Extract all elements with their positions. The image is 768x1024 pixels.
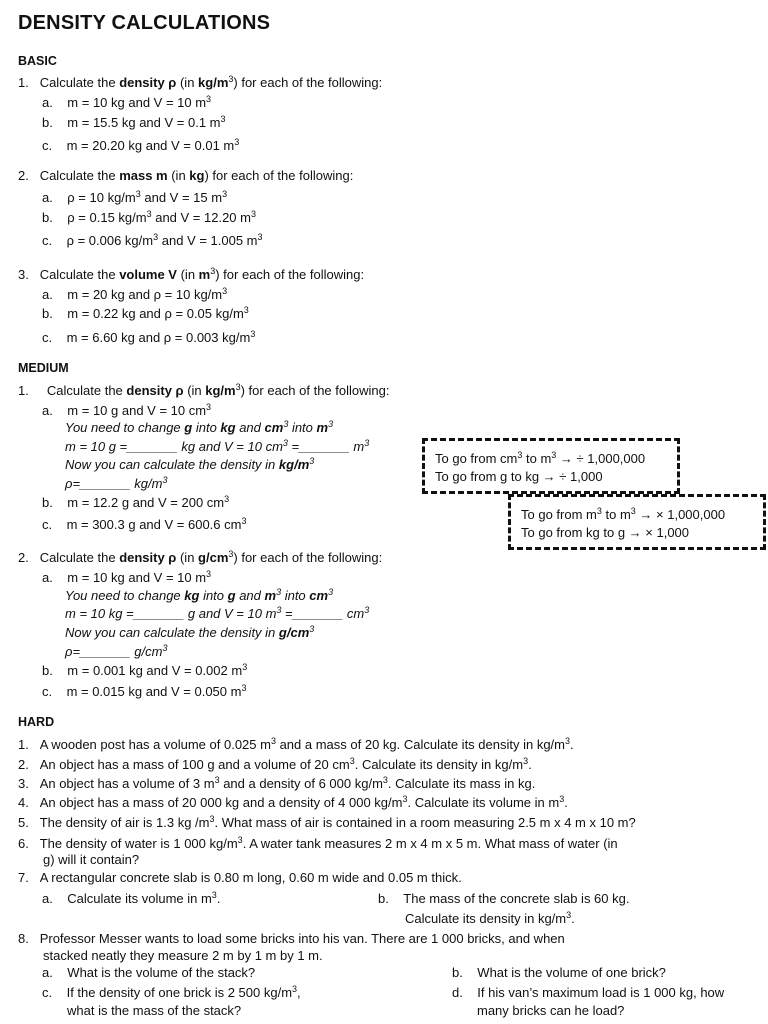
hard-q7-b: b. The mass of the concrete slab is 60 kg. <box>378 891 630 906</box>
basic-q3-a: a. m = 20 kg and ρ = 10 $kg/m^3$ <box>42 286 228 302</box>
page-title: DENSITY CALCULATIONS <box>18 12 271 34</box>
hard-q8-c: c. If the density of one brick is 2 500 $kg/m^3$, <box>42 984 301 1000</box>
conversion-box-to-si <box>422 438 680 494</box>
medium-q2-a: a. m = 10 kg and V = 10 $m^3$ <box>42 569 212 585</box>
hard-q7: 7. A rectangular concrete slab is 0.80 m long, 0.60 m wide and 0.05 m thick. <box>18 870 462 885</box>
basic-q1: 1. Calculate the density ρ (in $kg/m^3$) for each of the following: <box>18 74 383 90</box>
basic-q2: 2. Calculate the mass m (in kg) for each of the following: <box>18 168 354 183</box>
hard-q8-cont: stacked neatly they measure 2 m by 1 m by 1 m. <box>43 948 323 963</box>
medium-q2-hint3: Now you can calculate the density in $g/cm^3$ <box>65 624 315 640</box>
medium-q1-hint2: m = 10 g =_______ kg and V = 10 $cm^3$ =_______ $m^3$ <box>65 438 370 454</box>
medium-q1-a: a. m = 10 g and V = 10 $cm^3$ <box>42 402 212 418</box>
basic-q3-c: c. m = 6.60 kg and ρ = 0.003 $kg/m^3$ <box>42 329 256 345</box>
medium-q1-hint3: Now you can calculate the density in $kg/m^3$ <box>65 456 315 472</box>
hard-q8: 8. Professor Messer wants to load some bricks into his van. There are 1 000 bricks, and when <box>18 931 565 946</box>
section-basic-heading: BASIC <box>18 54 57 68</box>
hard-q1: 1. A wooden post has a volume of 0.025 $m^3$ and a mass of 20 kg. Calculate its density in $kg/m^3$. <box>18 736 574 752</box>
basic-q1-c: c. m = 20.20 kg and V = 0.01 $m^3$ <box>42 137 240 153</box>
basic-q1-b: b. m = 15.5 kg and V = 0.1 $m^3$ <box>42 114 226 130</box>
medium-q1: 1. Calculate the density ρ (in $kg/m^3$) for each of the following: <box>18 382 390 398</box>
medium-q2-b: b. m = 0.001 kg and V = 0.002 $m^3$ <box>42 662 248 678</box>
medium-q1-hint1: You need to change g into kg and $cm^3$ into $m^3$ <box>65 419 334 435</box>
conversion-g-to-kg: To go from g to kg → ÷ 1,000 <box>435 469 603 484</box>
hard-q8-b: b. What is the volume of one brick? <box>452 965 666 980</box>
section-medium-heading: MEDIUM <box>18 361 69 375</box>
hard-q2: 2. An object has a mass of 100 g and a volume of 20 $cm^3$. Calculate its density in $kg/m^3$. <box>18 756 532 772</box>
medium-q2-hint4: ρ=_______ $g/cm^3$ <box>65 643 168 659</box>
hard-q8-c-cont: what is the mass of the stack? <box>67 1003 242 1018</box>
medium-q2: 2. Calculate the density ρ (in $g/cm^3$) for each of the following: <box>18 549 383 565</box>
hard-q8-d-cont: many bricks can he load? <box>477 1003 625 1018</box>
hard-q7-a: a. Calculate its volume in $m^3$. <box>42 890 221 906</box>
basic-q3-b: b. m = 0.22 kg and ρ = 0.05 $kg/m^3$ <box>42 305 249 321</box>
conversion-kg-to-g: To go from kg to g → × 1,000 <box>521 525 690 540</box>
basic-q2-b: b. ρ = 0.15 $kg/m^3$ and V = 12.20 $m^3$ <box>42 209 256 225</box>
hard-q5: 5. The density of air is 1.3 kg $/m^3$. What mass of air is contained in a room measuring 2.5 m x 4 m x 10 m? <box>18 814 636 830</box>
medium-q1-b: b. m = 12.2 g and V = 200 $cm^3$ <box>42 494 230 510</box>
hard-q3: 3. An object has a volume of 3 $m^3$ and a density of 6 000 $kg/m^3$. Calculate its mass in kg. <box>18 775 536 791</box>
medium-q2-hint1: You need to change kg into g and $m^3$ into $cm^3$ <box>65 587 334 603</box>
conversion-box-from-si <box>508 494 766 550</box>
hard-q8-d: d. If his van’s maximum load is 1 000 kg, how <box>452 985 725 1000</box>
conversion-m3-to-cm3: To go from $m^3$ to $m^3$ → × 1,000,000 <box>521 506 726 522</box>
basic-q1-a: a. m = 10 kg and V = 10 $m^3$ <box>42 94 212 110</box>
medium-q1-c: c. m = 300.3 g and V = 600.6 $cm^3$ <box>42 516 247 532</box>
medium-q1-hint4: ρ=_______ $kg/m^3$ <box>65 475 168 491</box>
hard-q6-cont: g) will it contain? <box>43 852 140 867</box>
section-hard-heading: HARD <box>18 715 55 729</box>
conversion-cm3-to-m3: To go from $cm^3$ to $m^3$ → ÷ 1,000,000 <box>435 450 646 466</box>
basic-q2-a: a. ρ = 10 $kg/m^3$ and V = 15 $m^3$ <box>42 189 228 205</box>
medium-q2-c: c. m = 0.015 kg and V = 0.050 $m^3$ <box>42 683 247 699</box>
hard-q8-a: a. What is the volume of the stack? <box>42 965 256 980</box>
medium-q2-hint2: m = 10 kg =_______ g and V = 10 $m^3$ =_______ $cm^3$ <box>65 605 370 621</box>
hard-q6: 6. The density of water is 1 000 $kg/m^3$. A water tank measures 2 m x 4 m x 5 m. What mass of water (in <box>18 835 618 851</box>
basic-q2-c: c. ρ = 0.006 $kg/m^3$ and V = 1.005 $m^3$ <box>42 232 263 248</box>
basic-q3: 3. Calculate the volume V (in $m^3$) for each of the following: <box>18 266 365 282</box>
hard-q4: 4. An object has a mass of 20 000 kg and a density of 4 000 $kg/m^3$. Calculate its volume in $m^3$. <box>18 794 568 810</box>
hard-q7-b-cont: Calculate its density in $kg/m^3$. <box>405 910 575 926</box>
